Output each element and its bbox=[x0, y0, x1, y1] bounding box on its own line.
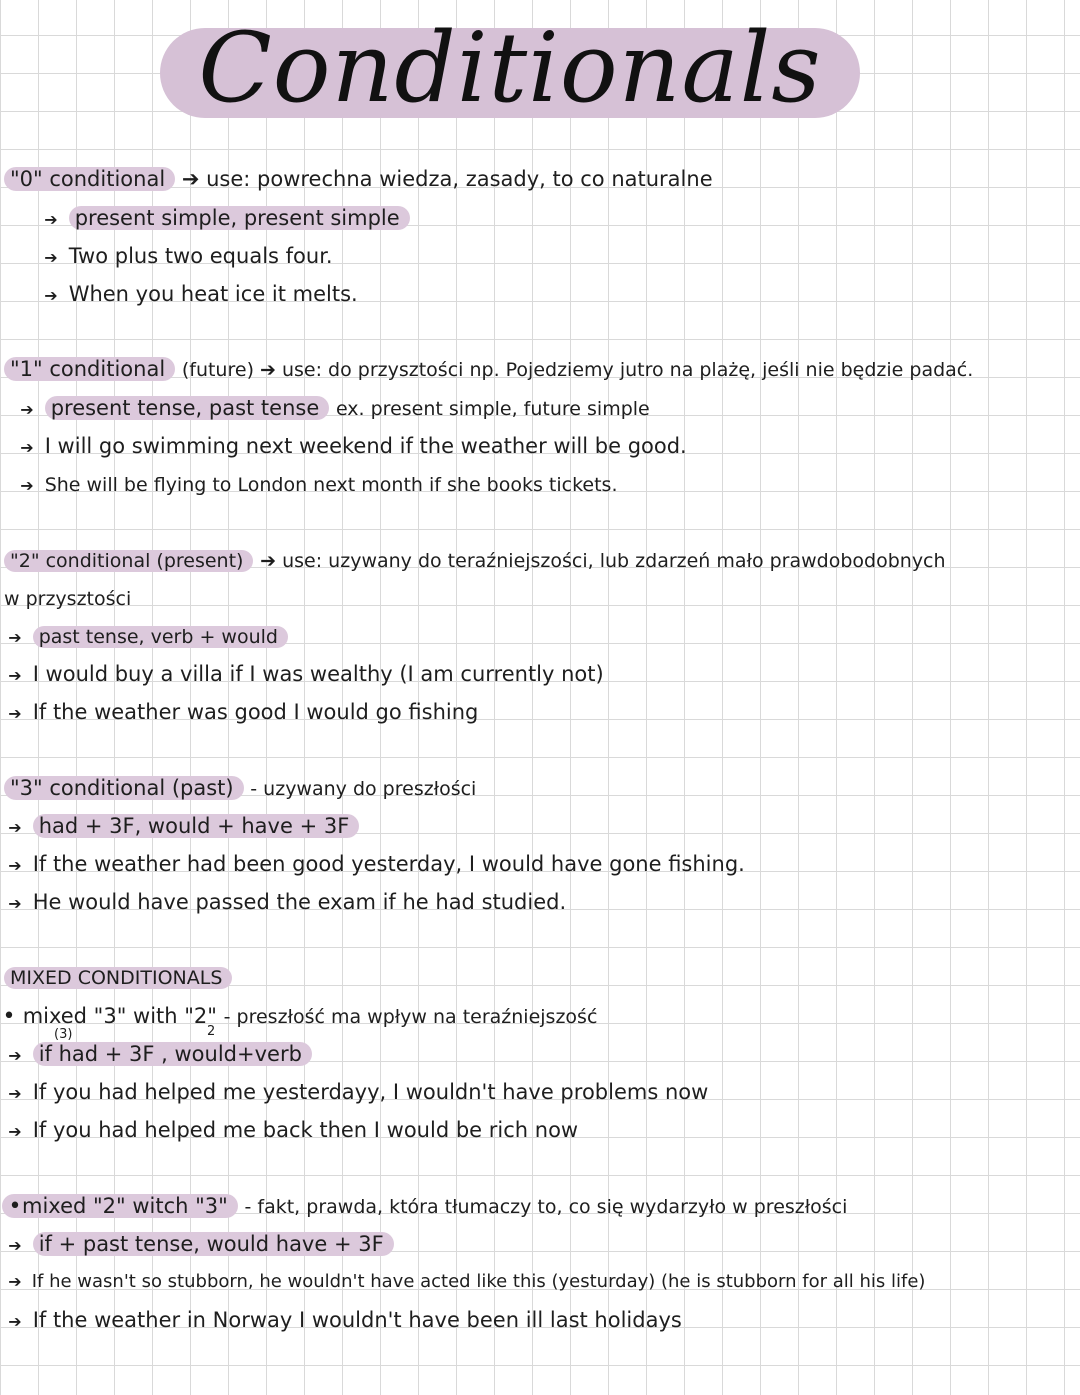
bullet-icon: • bbox=[8, 1194, 22, 1219]
mixed-2-formula-line bbox=[4, 1231, 394, 1259]
zero-use: ➔ use: powrechna wiedza, zasady, to co naturalne bbox=[181, 167, 713, 191]
arrow-icon: ➔ bbox=[44, 248, 58, 267]
third-formula: had + 3F, would + have + 3F bbox=[33, 814, 360, 838]
first-heading-line bbox=[4, 356, 973, 383]
third-formula-line bbox=[4, 813, 359, 841]
arrow-icon: ➔ bbox=[8, 666, 22, 685]
zero-formula: present simple, present simple bbox=[69, 206, 410, 230]
page-title: Conditionals bbox=[198, 12, 822, 124]
mixed-1-example-2-text: If you had helped me back then I would be rich now bbox=[32, 1118, 579, 1142]
arrow-icon: ➔ bbox=[8, 1236, 22, 1255]
arrow-icon: ➔ bbox=[8, 704, 22, 723]
mixed-2-formula: if + past tense, would have + 3F bbox=[33, 1232, 394, 1256]
second-example-1-text: I would buy a villa if I was wealthy (I am currently not) bbox=[32, 662, 604, 686]
zero-example-2 bbox=[40, 281, 358, 309]
bullet-icon: • bbox=[2, 1004, 16, 1029]
zero-formula-line bbox=[40, 205, 410, 233]
mixed-2-label-wrap bbox=[2, 1194, 238, 1218]
first-use: (future) ➔ use: do przysztości np. Pojedziemy jutro na plażę, jeśli nie będzie padać. bbox=[181, 359, 974, 381]
zero-heading-line bbox=[4, 166, 713, 192]
second-use: ➔ use: uzywany do teraźniejszości, lub zdarzeń mało prawdobodobnych bbox=[260, 550, 946, 572]
first-label: "1" conditional bbox=[4, 357, 175, 381]
arrow-icon: ➔ bbox=[20, 438, 34, 457]
third-example-1 bbox=[4, 851, 745, 879]
mixed-1-superscript-a: (3) bbox=[54, 1027, 73, 1042]
second-use-2-text: w przysztości bbox=[4, 588, 132, 610]
second-heading-line bbox=[4, 547, 946, 574]
mixed-1-formula: if had + 3F , would+verb bbox=[33, 1042, 312, 1066]
second-formula: past tense, verb + would bbox=[33, 626, 288, 648]
title-block bbox=[160, 8, 870, 128]
mixed-2-example-2 bbox=[4, 1307, 682, 1335]
arrow-icon: ➔ bbox=[8, 1084, 22, 1103]
second-example-2-text: If the weather was good I would go fishing bbox=[32, 700, 479, 724]
mixed-1-formula-line bbox=[4, 1041, 312, 1069]
first-example-2 bbox=[16, 471, 618, 499]
arrow-icon: ➔ bbox=[8, 1272, 22, 1291]
mixed-1-superscript-b: 2 bbox=[207, 1024, 216, 1039]
third-label: "3" conditional (past) bbox=[4, 776, 244, 800]
arrow-icon: ➔ bbox=[44, 210, 58, 229]
arrow-icon: ➔ bbox=[8, 628, 22, 647]
mixed-2-example-1 bbox=[4, 1269, 925, 1295]
zero-example-1-text: Two plus two equals four. bbox=[68, 244, 333, 268]
second-example-1 bbox=[4, 661, 604, 689]
mixed-heading-line bbox=[4, 964, 232, 991]
arrow-icon: ➔ bbox=[8, 818, 22, 837]
arrow-icon: ➔ bbox=[8, 894, 22, 913]
second-label: "2" conditional (present) bbox=[4, 550, 253, 572]
zero-label: "0" conditional bbox=[4, 167, 175, 191]
arrow-icon: ➔ bbox=[8, 1046, 22, 1065]
arrow-icon: ➔ bbox=[8, 856, 22, 875]
third-example-2-text: He would have passed the exam if he had studied. bbox=[32, 890, 567, 914]
arrow-icon: ➔ bbox=[8, 1312, 22, 1331]
zero-example-2-text: When you heat ice it melts. bbox=[68, 282, 358, 306]
first-example-2-text: She will be flying to London next month if she books tickets. bbox=[44, 474, 618, 496]
mixed-2-heading-line bbox=[2, 1193, 847, 1220]
second-formula-line bbox=[4, 623, 288, 651]
mixed-1-label: mixed "3" with "2" bbox=[22, 1004, 217, 1028]
arrow-icon: ➔ bbox=[8, 1122, 22, 1141]
third-example-1-text: If the weather had been good yesterday, I would have gone fishing. bbox=[32, 852, 745, 876]
arrow-icon: ➔ bbox=[20, 476, 34, 495]
mixed-1-example-1 bbox=[4, 1079, 708, 1107]
second-example-2 bbox=[4, 699, 478, 727]
mixed-2-example-1-text: If he wasn't so stubborn, he wouldn't have acted like this (yesturday) (he is stubborn for all his life) bbox=[31, 1271, 926, 1292]
mixed-1-heading-line bbox=[2, 1003, 597, 1030]
first-formula-example: ex. present simple, future simple bbox=[335, 398, 650, 420]
first-example-1 bbox=[16, 433, 687, 461]
second-use-continued bbox=[4, 585, 131, 612]
mixed-2-use: - fakt, prawda, która tłumaczy to, co się wydarzyło w preszłości bbox=[244, 1196, 848, 1218]
first-formula-line bbox=[16, 395, 650, 423]
arrow-icon: ➔ bbox=[44, 286, 58, 305]
arrow-icon: ➔ bbox=[20, 400, 34, 419]
third-example-2 bbox=[4, 889, 566, 917]
mixed-1-example-2 bbox=[4, 1117, 578, 1145]
mixed-1-example-1-text: If you had helped me yesterdayy, I wouldn't have problems now bbox=[32, 1080, 709, 1104]
mixed-2-label: mixed "2" witch "3" bbox=[22, 1194, 228, 1218]
third-heading-line bbox=[4, 775, 476, 802]
mixed-heading: MIXED CONDITIONALS bbox=[4, 967, 232, 989]
first-example-1-text: I will go swimming next weekend if the weather will be good. bbox=[44, 434, 687, 458]
third-use: - uzywany do preszłości bbox=[250, 778, 477, 800]
first-formula: present tense, past tense bbox=[45, 396, 330, 420]
zero-example-1 bbox=[40, 243, 333, 271]
mixed-1-use: - preszłość ma wpływ na teraźniejszość bbox=[223, 1006, 598, 1028]
mixed-2-example-2-text: If the weather in Norway I wouldn't have been ill last holidays bbox=[32, 1308, 682, 1332]
